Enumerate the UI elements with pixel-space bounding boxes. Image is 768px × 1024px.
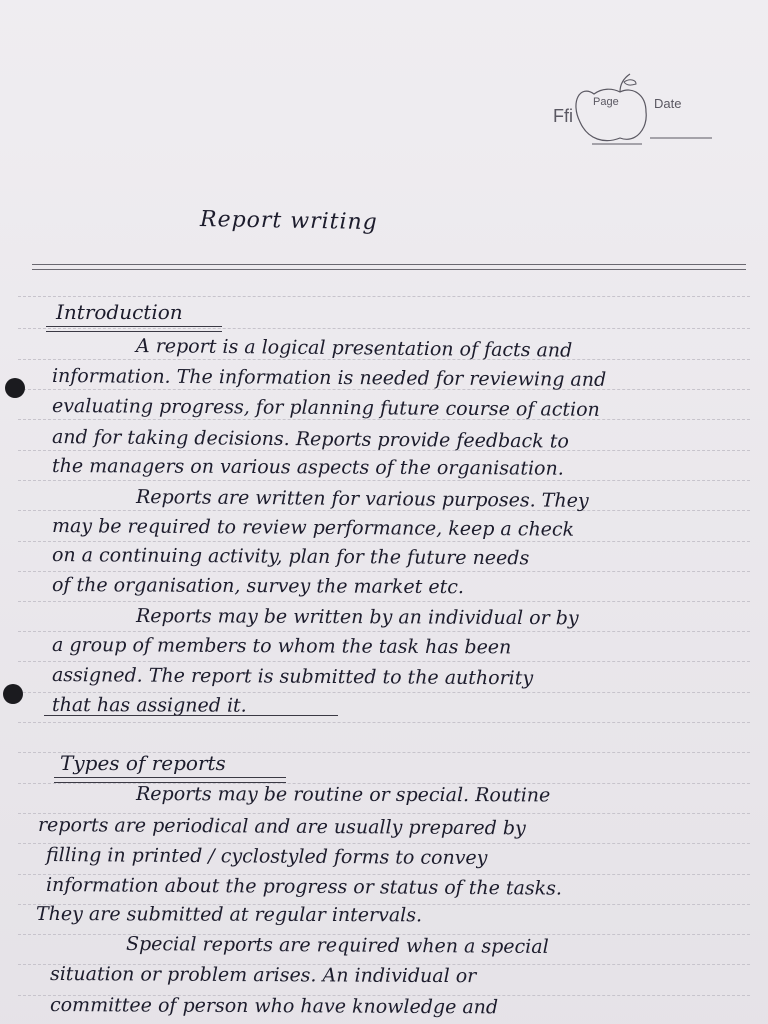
heading-underline	[54, 777, 286, 783]
text-line: may be required to review performance, keep a check	[51, 515, 575, 541]
text-line: filling in printed / cyclostyled forms to convey	[45, 844, 488, 870]
ruled-line	[18, 541, 750, 542]
ruled-line	[18, 692, 750, 693]
text-line: information about the progress or status of the tasks.	[45, 874, 563, 900]
text-line: on a continuing activity, plan for the future needs	[51, 544, 530, 570]
ruled-line	[18, 571, 750, 572]
text-underline	[44, 715, 338, 716]
text-line: a group of members to whom the task has been	[51, 634, 512, 659]
text-line: evaluating progress, for planning future course of action	[51, 395, 600, 421]
text-line: They are submitted at regular intervals.	[35, 903, 423, 927]
text-line: and for taking decisions. Reports provide feedback to	[51, 426, 569, 453]
section-heading-introduction: Introduction	[56, 300, 183, 324]
ruled-line	[18, 601, 750, 602]
page-title: Report writing	[199, 207, 378, 236]
ruled-line	[18, 722, 750, 723]
heading-underline	[46, 326, 222, 332]
text-line: A report is a logical presentation of facts and	[135, 335, 573, 362]
text-line: Reports are written for various purposes. They	[135, 486, 589, 512]
ruled-line	[18, 631, 750, 632]
section-heading-types-of-reports: Types of reports	[60, 751, 226, 775]
date-label: Date	[654, 96, 682, 111]
ruled-line	[18, 480, 750, 481]
ruled-line	[18, 661, 750, 662]
text-line: committee of person who have knowledge and	[49, 994, 499, 1019]
brand-logo-text: Ffi	[553, 106, 573, 126]
text-line: Special reports are required when a special	[125, 933, 549, 958]
text-line: situation or problem arises. An individual or	[49, 963, 477, 988]
punch-hole	[5, 378, 25, 398]
apple-logo-icon	[550, 72, 715, 152]
text-line: reports are periodical and are usually prepared by	[37, 814, 526, 840]
text-line: Reports may be written by an individual or by	[135, 605, 579, 630]
ruled-line	[18, 296, 750, 297]
notebook-logo	[550, 72, 715, 152]
title-divider	[32, 264, 746, 265]
text-line: of the organisation, survey the market etc.	[51, 574, 464, 599]
text-line: the managers on various aspects of the organisation.	[51, 455, 564, 480]
text-line: assigned. The report is submitted to the authority	[51, 664, 534, 690]
text-line: Reports may be routine or special. Routine	[135, 783, 551, 807]
title-divider	[32, 269, 746, 270]
punch-hole	[3, 684, 23, 704]
text-line: information. The information is needed for reviewing and	[51, 365, 607, 391]
page-label: Page	[593, 96, 619, 108]
text-line: that has assigned it.	[51, 694, 247, 717]
